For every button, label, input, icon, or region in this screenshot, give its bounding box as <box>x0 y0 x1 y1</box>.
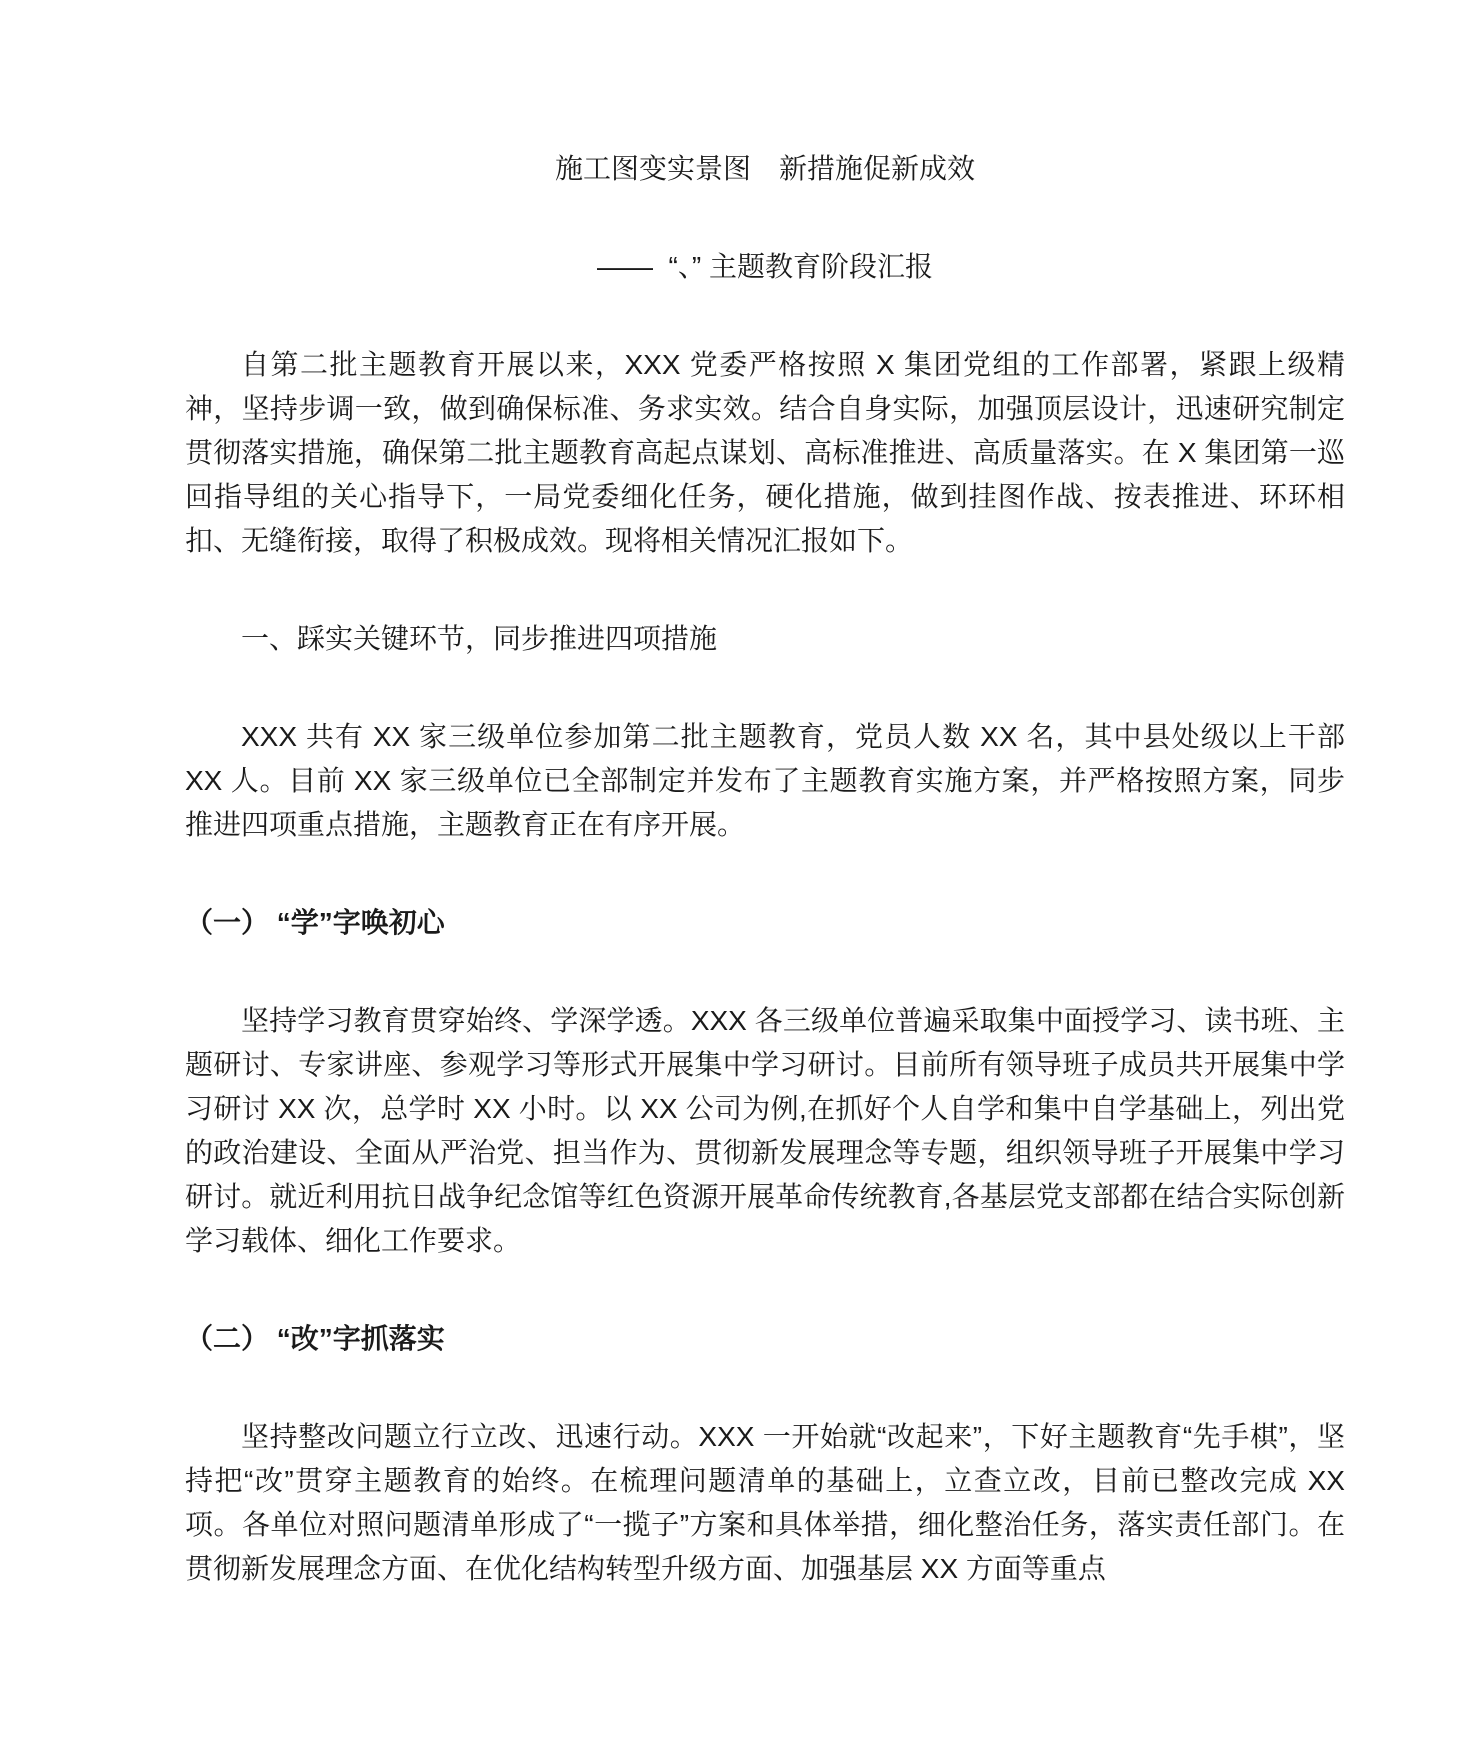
subsection-1-heading: （一） “学”字唤初心 <box>185 907 445 938</box>
section-1-paragraph: XXX 共有 XX 家三级单位参加第二批主题教育，党员人数 XX 名，其中县处级以上干部 XX 人。目前 XX 家三级单位已全部制定并发布了主题教育实施方案，并严格按照方案，同步推进四项重点措施，主题教育正在有序开展。 <box>185 721 1345 840</box>
doc-title: 施工图变实景图 新措施促新成效 <box>554 153 975 184</box>
intro-paragraph: 自第二批主题教育开展以来，XXX 党委严格按照 X 集团党组的工作部署，紧跟上级精神，坚持步调一致，做到确保标准、务求实效。结合自身实际，加强顶层设计，迅速研究制定贯彻落实措施，确保第二批主题教育高起点谋划、高标准推进、高质量落实。在 X 集团第一巡回指导组的关心指导下，一局党委细化任务，硬化措施，做到挂图作战、按表推进、环环相扣、无缝衔接，取得了积极成效。现将相关情况汇报如下。 <box>185 349 1345 556</box>
doc-subtitle: —— “、” 主题教育阶段汇报 <box>597 251 933 282</box>
section-1-heading: 一、踩实关键环节，同步推进四项措施 <box>241 623 718 654</box>
subsection-1-paragraph: 坚持学习教育贯穿始终、学深学透。XXX 各三级单位普遍采取集中面授学习、读书班、主题研讨、专家讲座、参观学习等形式开展集中学习研讨。目前所有领导班子成员共开展集中学习研讨 XX 次，总学时 XX 小时。以 XX 公司为例,在抓好个人自学和集中自学基础上，列出党的政治建设、全面从严治党、担当作为、贯彻新发展理念等专题，组织领导班子开展集中学习研讨。就近利用抗日战争纪念馆等红色资源开展革命传统教育,各基层党支部都在结合实际创新学习载体、细化工作要求。 <box>185 1005 1345 1256</box>
subsection-2-paragraph: 坚持整改问题立行立改、迅速行动。XXX 一开始就“改起来”，下好主题教育“先手棋”，坚持把“改”贯穿主题教育的始终。在梳理问题清单的基础上，立查立改，目前已整改完成 XX 项。各单位对照问题清单形成了“一揽子”方案和具体举措，细化整治任务，落实责任部门。在贯彻新发展理念方面、在优化结构转型升级方面、加强基层 XX 方面等重点 <box>185 1421 1345 1584</box>
subsection-2-heading: （二） “改”字抓落实 <box>185 1323 445 1354</box>
